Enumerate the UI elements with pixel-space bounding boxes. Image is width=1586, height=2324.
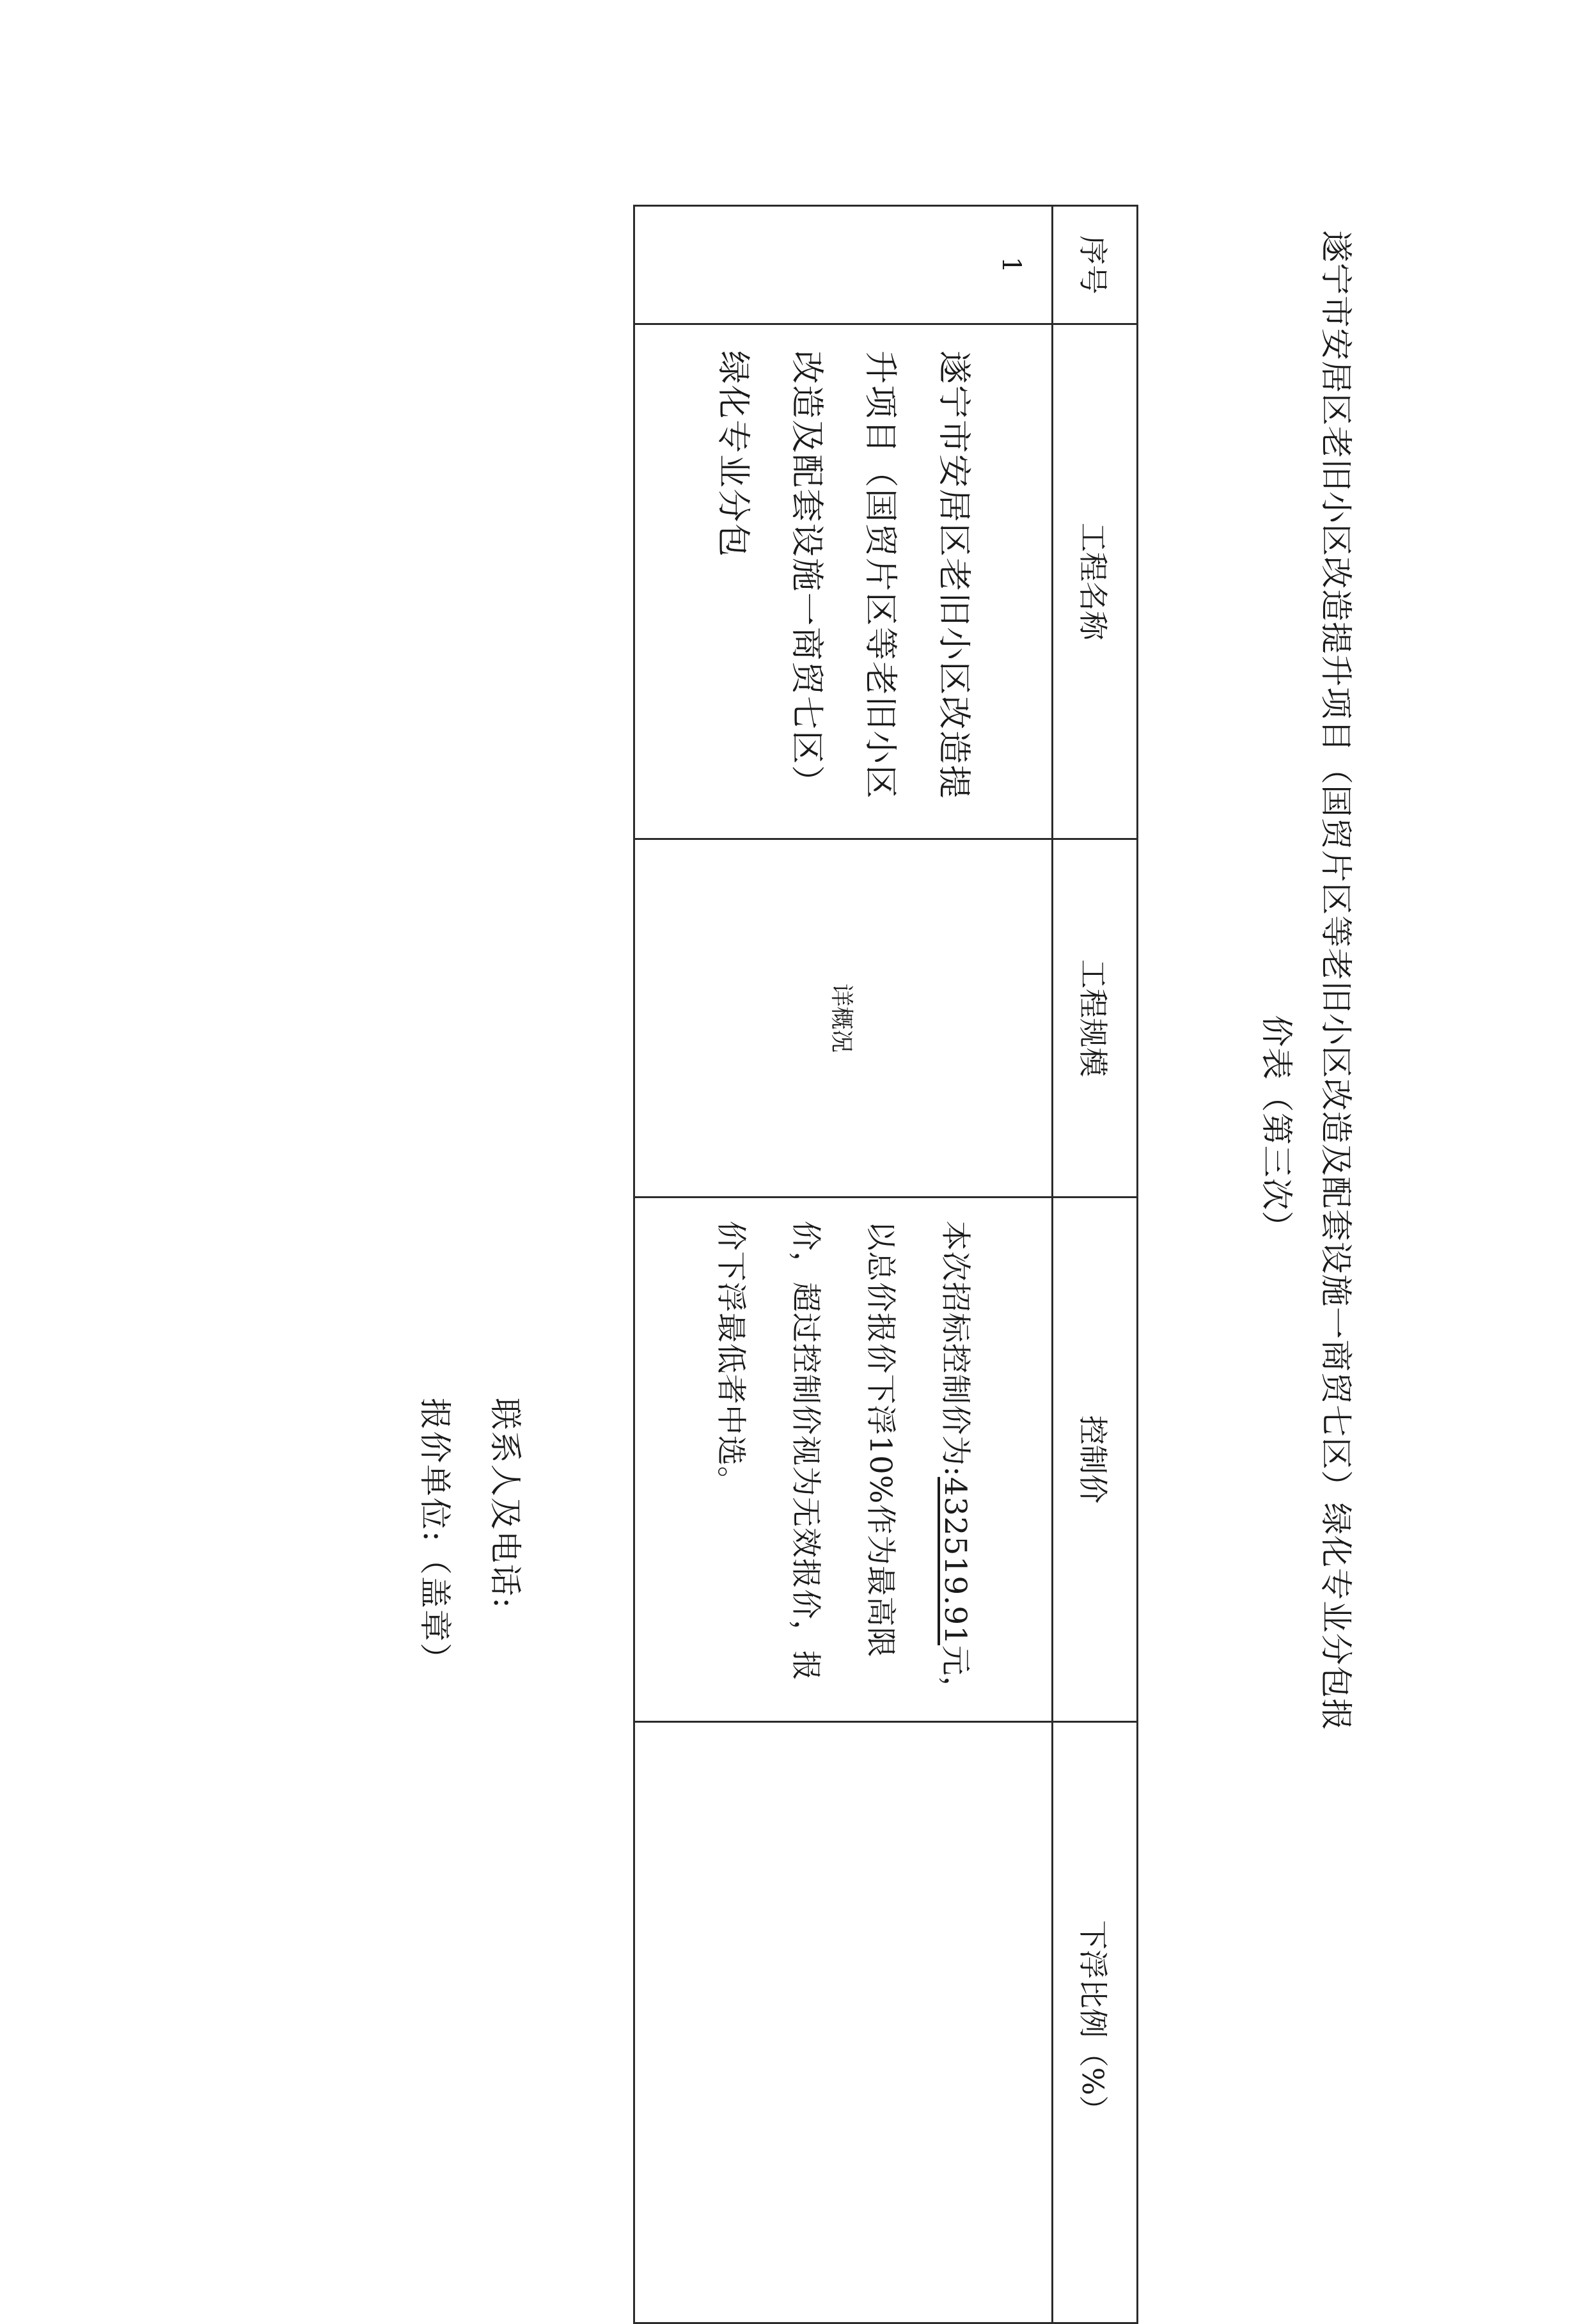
cell-project-name: 遂宁市安居区老旧小区改造提升项目（国贸片区等老旧小区改造及配套设施一商贸七区）绿化专业分包: [634, 324, 1053, 839]
document-title: [1247, 230, 1365, 2028]
quote-table: [633, 205, 1138, 2324]
table-row: [634, 206, 1053, 2323]
quoting-unit-label: 报价单位:（盖章）: [416, 1398, 453, 1676]
header-discount-rate: 下浮比例（%）: [1053, 1722, 1138, 2323]
price-prefix: 本次招标控制价为:: [938, 1221, 973, 1477]
header-index: 序号: [1053, 206, 1138, 324]
title-line-2: 价表（第三次）: [1258, 1015, 1296, 1244]
header-project-name: 工程名称: [1053, 324, 1138, 839]
title-line-1: 遂宁市安居区老旧小区改造提升项目（国贸片区等老旧小区改造及配套设施一商贸七区）绿化专业分包报: [1317, 230, 1354, 1731]
price-amount: 432519.91: [938, 1476, 973, 1646]
contact-label: 联系人及电话:: [487, 1398, 524, 1609]
cell-scale: 详概况: [634, 839, 1053, 1198]
price-suffix: 元，以总价报价下浮10%作为最高限价，超过控制价视为无效报价，报价下浮最低者中选。: [713, 1221, 973, 1707]
table-header-row: [1053, 206, 1138, 2323]
cell-control-price: [634, 1198, 1053, 1722]
header-scale: 工程规模: [1053, 839, 1138, 1198]
cell-discount-rate[interactable]: [634, 1722, 1053, 2323]
cell-index: 1: [634, 206, 1053, 324]
header-control-price: 控制价: [1053, 1198, 1138, 1722]
